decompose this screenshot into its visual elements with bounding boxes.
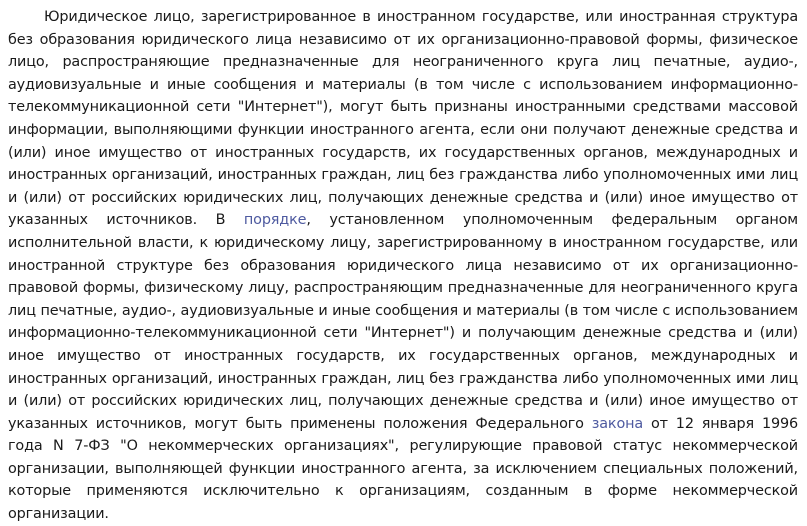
paragraph-text-part-2: , установленном уполномоченным федеральным органом исполнительной власти, к юридическому лицу, зарегистрированному в иностранном государстве, или иностранной структуре без образования юридического лица независимо от их организационно-правовой формы, физическому лицу, распространяющим предназначенные для неограниченного круга лиц печатные, аудио-, аудиовизуальные и иные сообщения и материалы (в том числе с использованием информационно-телекоммуникационной сети "Интернет") и получающим денежные средства и (или) иное имущество от иностранных государств, их государственных органов, международных и иностранных организаций, иностранных граждан, лиц без гражданства либо уполномоченных ими лиц и (или) от российских юридических лиц, получающих денежные средства и (или) иное имущество от указанных источников, могут быть применены положения Федерального [8,212,798,432]
procedure-link[interactable]: порядке [243,212,307,229]
paragraph-text-part-1: Юридическое лицо, зарегистрированное в иностранном государстве, или иностранная структура без образования юридического лица независимо от их организационно-правовой формы, физическое лицо, распространяющие предназначенные для неограниченного круга лиц печатные, аудио-, аудиовизуальные и иные сообщения и материалы (в том числе с использованием информационно-телекоммуникационной сети "Интернет"), могут быть признаны иностранными средствами массовой информации, выполняющими функции иностранного агента, если они получают денежные средства и (или) иное имущество от иностранных государств, их государственных органов, международных и иностранных организаций, иностранных граждан, лиц без гражданства либо уполномоченных ими лиц и (или) от российских юридических лиц, получающих денежные средства и (или) иное имущество от указанных источников. В [8,9,798,229]
paragraph-text-part-3: от 12 января 1996 года N 7-ФЗ "О некоммерческих организациях", регулирующие правовой статус некоммерческой организации, выполняющей функции иностранного агента, за исключением специальных положений, которые применяются исключительно к организациям, созданным в форме некоммерческой организации. [8,415,798,523]
federal-law-link[interactable]: закона [591,415,644,432]
legal-paragraph [8,6,798,526]
